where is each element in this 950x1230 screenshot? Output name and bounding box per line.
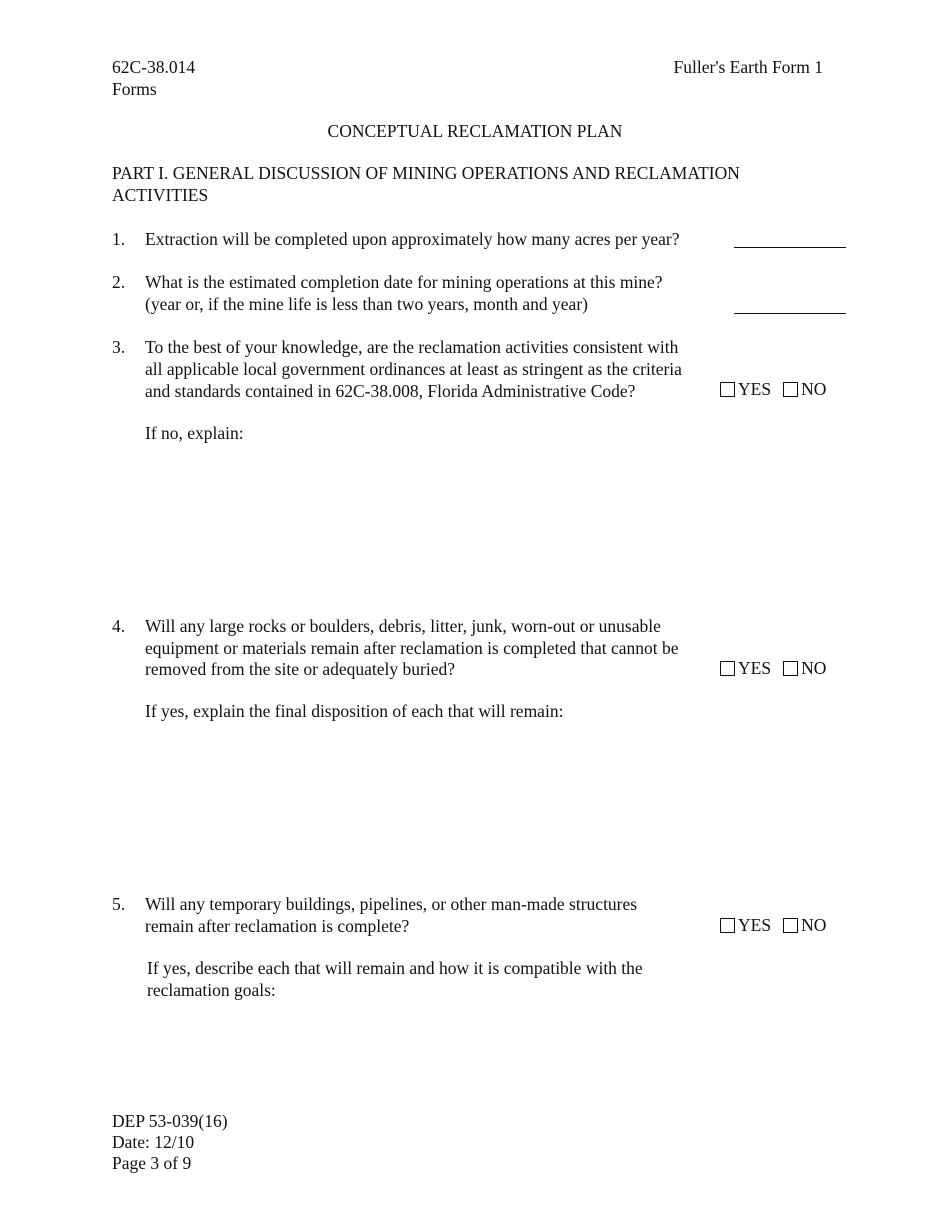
question-3-followup: If no, explain: [145,423,244,443]
yes-label: YES [738,658,772,678]
question-3-no-checkbox[interactable] [783,378,826,400]
question-4-followup: If yes, explain the final disposition of each that will remain: [145,701,564,721]
part-heading-line1: PART I. GENERAL DISCUSSION OF MINING OPERATIONS AND RECLAMATION [112,163,740,183]
question-4-no-checkbox[interactable] [783,657,826,679]
question-5-followup-line2: reclamation goals: [147,980,276,1000]
question-5-explain-area[interactable] [145,1004,845,1094]
question-3-text-line2: all applicable local government ordinances at least as stringent as the criteria [145,359,682,379]
question-4-yes-checkbox[interactable] [720,657,771,679]
question-2-number: 2. [112,272,126,292]
form-name: Fuller's Earth Form 1 [673,57,823,77]
question-5-text-line2: remain after reclamation is complete? [145,916,410,936]
checkbox-icon [783,661,798,676]
footer-date: Date: 12/10 [112,1132,195,1152]
checkbox-icon [720,918,735,933]
question-3-number: 3. [112,337,126,357]
question-3-text-line3: and standards contained in 62C-38.008, Florida Administrative Code? [145,381,636,401]
question-2-text-line2: (year or, if the mine life is less than two years, month and year) [145,294,588,314]
page-title: CONCEPTUAL RECLAMATION PLAN [327,121,623,141]
rule-section: Forms [112,79,157,99]
footer-form-id: DEP 53-039(16) [112,1111,228,1131]
no-label: NO [801,915,827,935]
rule-number: 62C-38.014 [112,57,196,77]
question-3-text-line1: To the best of your knowledge, are the reclamation activities consistent with [145,337,679,357]
question-2-text-line1: What is the estimated completion date for mining operations at this mine? [145,272,663,292]
question-4-options [720,657,826,679]
part-heading-line2: ACTIVITIES [112,185,209,205]
question-4-text-line2: equipment or materials remain after reclamation is completed that cannot be [145,638,679,658]
question-5-options [720,914,826,936]
question-1-text: Extraction will be completed upon approximately how many acres per year? [145,229,680,249]
question-3-options [720,378,826,400]
question-3-yes-checkbox[interactable] [720,378,771,400]
question-4-explain-area[interactable] [145,724,845,874]
question-5-yes-checkbox[interactable] [720,914,771,936]
question-5-number: 5. [112,894,126,914]
no-label: NO [801,658,827,678]
question-5-followup-line1: If yes, describe each that will remain and how it is compatible with the [147,958,643,978]
acres-per-year-field[interactable] [734,247,846,248]
question-1-number: 1. [112,229,126,249]
no-label: NO [801,379,827,399]
question-5-no-checkbox[interactable] [783,914,826,936]
yes-label: YES [738,915,772,935]
question-3-explain-area[interactable] [145,446,845,596]
footer-page-number: Page 3 of 9 [112,1153,192,1173]
checkbox-icon [720,661,735,676]
checkbox-icon [720,382,735,397]
question-4-text-line3: removed from the site or adequately buried? [145,659,456,679]
question-4-text-line1: Will any large rocks or boulders, debris, litter, junk, worn-out or unusable [145,616,661,636]
completion-date-field[interactable] [734,313,846,314]
question-5-text-line1: Will any temporary buildings, pipelines, or other man-made structures [145,894,638,914]
question-4-number: 4. [112,616,126,636]
checkbox-icon [783,918,798,933]
yes-label: YES [738,379,772,399]
checkbox-icon [783,382,798,397]
